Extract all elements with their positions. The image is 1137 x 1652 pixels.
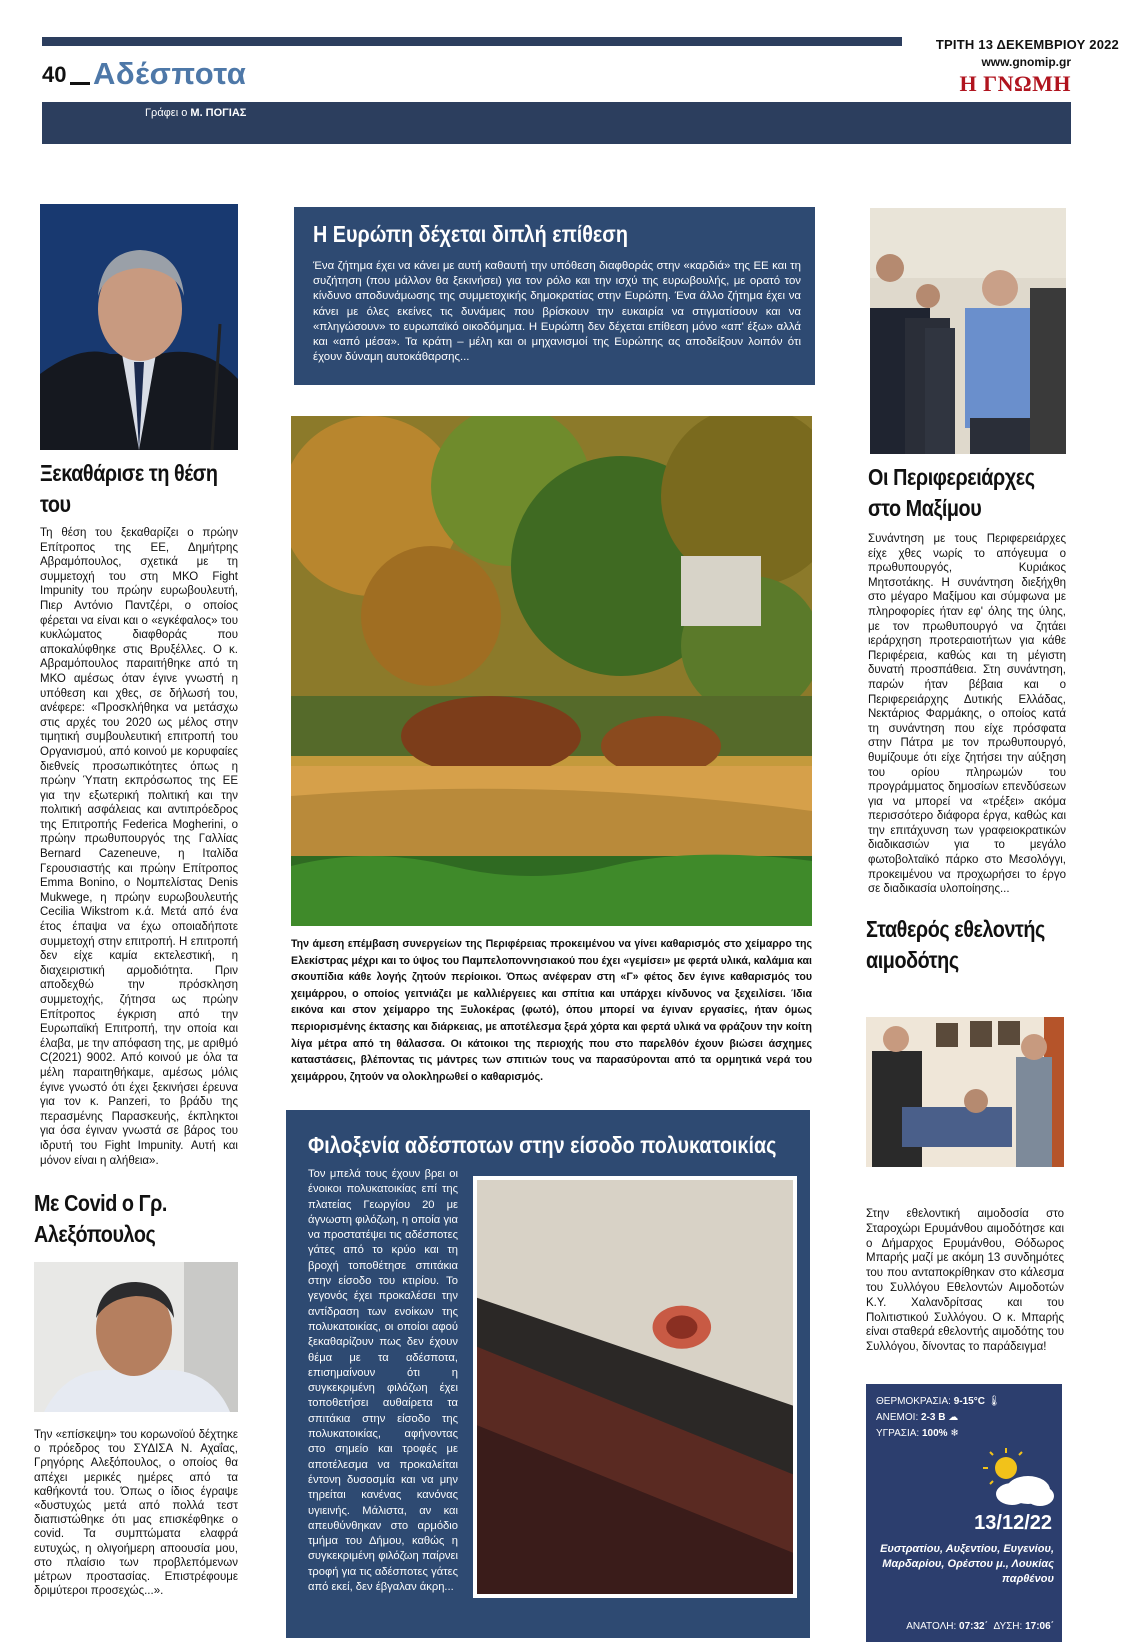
sunrise-label: ΑΝΑΤΟΛΗ:: [906, 1621, 957, 1632]
page-number: 40: [42, 62, 67, 87]
temperature-value: 9-15°C: [953, 1396, 985, 1407]
sunset-label: ΔΥΣΗ:: [993, 1621, 1023, 1632]
stray-cats-box-body: Τον μπελά τους έχουν βρει οι ένοικοι πολυκατοικίας επί της πλατείας Γεωργίου 20 με άγνωστη φιλόζωη, η οποία για να προστατέψει τις αδέσποτες γάτες από το κρύο και τη βροχή τοποθέτησε σπιτάκια στην είσοδο του κτιρίου. Το γεγονός έχει προκαλέσει την αντίδραση των ενοίκων της πολυκατοικίας, οι οποίοι αφού ξεκαθαρίζουν πως δεν έχουν θέμα με τα αδέσποτα, επισημαίνουν ότι η συγκεκριμένη φιλόζωη έχει τοποθετήσει αυθαίρετα τα σπιτάκια στην είσοδο της πολυκατοικίας, αφήνοντας στο σημείο και τροφές με αποτέλεσμα να προκαλείται έντονη δυσοσμία και να μην τηρείται κανένας κανόνας υγιεινής. Μάλιστα, αν και απευθύνθηκαν στο αρμόδιο τμήμα του Δήμου, καθώς η συγκεκριμένη φιλόζωη παίρνει τροφή για τις αδέσποτες γάτες από εκεί, δεν έβγαλαν άκρη...: [308, 1168, 458, 1594]
sunrise-value: 07:32΄: [959, 1621, 988, 1632]
wind-label: ΑΝΕΜΟΙ:: [876, 1412, 919, 1423]
torrent-photo: [291, 416, 812, 926]
page-number-dash: [70, 82, 90, 85]
weather-date: 13/12/22: [974, 1512, 1052, 1534]
byline: [145, 107, 246, 119]
left-story-headline: Ξεκαθάρισε τη θέση του: [40, 460, 218, 517]
droplet-icon: ❄: [950, 1428, 959, 1439]
torrent-photo-caption: Την άμεση επέμβαση συνεργείων της Περιφέρειας προκειμένου να γίνει καθαρισμός στο χείμαρρο της Ελεκίστρας μέχρι και το ύψος του Παμπελοποννησιακού που έχει «γεμίσει» με φερτά υλικά, καλάμια και σκουπίδια κάθε λογής ζητούν περίοικοι. Όπως ανέφεραν στη «Γ» φέτος δεν έγινε καθαρισμός του χειμάρρου, ο οποίος γειτνιάζει με καλλιέργειες και σπίτια και υπάρχει κίνδυνος να ξεχειλίσει. Ίδια εικόνα και στον χείμαρρο της Ξυλοκέρας (φωτό), όπου μπορεί να έγιναν εργασίες, ήταν όμως περιορισμένης έκτασης και διάρκειας, με αποτέλεσμα ξερά χόρτα και φερτά υλικά να φράζουν την κοίτη λίγα μέτρα από τη θάλασσα. Οι κάτοικοι της περιοχής που στο παρελθόν έχουν βιώσει άσχημες καταστάσεις, βλέποντας τις μάντρες των σπιτιών τους να παρασύρονται από τα ορμητικά νερά του χειμάρρου, ζητούν να ολοκληρωθεί ο καθαρισμός.: [291, 938, 812, 1083]
meeting-photo: [870, 208, 1066, 454]
weather-humidity: [876, 1428, 959, 1439]
donor-story-headline: Σταθερός εθελοντής αιμοδότης: [866, 916, 1045, 973]
partly-cloudy-icon: [978, 1446, 1056, 1510]
donor-story-body: Στην εθελοντική αιμοδοσία στο Σταροχώρι Ερυμάνθου αιμοδότησε και ο Δήμαρχος Ερυμάνθου, Θόδωρος Μπαρής μαζί με ακόμη 13 συνδημότες του που ανταποκρίθηκαν στο κάλεσμα του Συλλόγου Εθελοντών Αιμοδοτών Κ.Υ. Χαλανδρίτσας και του Πολιτιστικού Συλλόγου. Ο κ. Μπαρής είναι σταθερά εθελοντής αιμοδότης του Συλλόγου, δίνοντας το παράδειγμα!: [866, 1208, 1064, 1354]
humidity-value: 100%: [921, 1428, 948, 1439]
sunrise-sunset: [876, 1621, 1054, 1632]
europe-box: [294, 207, 815, 385]
sunset-value: 17:06΄: [1025, 1621, 1054, 1632]
header-rule: [42, 37, 902, 46]
stray-cats-box-title: Φιλοξενία αδέσποτων στην είσοδο πολυκατοικίας: [308, 1132, 777, 1158]
regions-story-body: Συνάντηση με τους Περιφερειάρχες είχε χθες νωρίς το απόγευμα ο πρωθυπουργός, Κυριάκος Μητσοτάκης. Η συνάντηση διεξήχθη στο μέγαρο Μαξίμου και σύμφωνα με πληροφορίες ήταν εφ' όλης της ύλης, με τον πρωθυπουργό να ζητάει ιεράρχηση προτεραιοτήτων για κάθε Περιφέρεια, καθώς και τη μέγιστη δυνατή προσπάθεια. Στη συνάντηση, παρών ήταν βέβαια και ο Περιφερειάρχης Δυτικής Ελλάδας, Νεκτάριος Φαρμάκης, ο οποίος κατά τη συνάντηση που είχε πρόσφατα στην Πάτρα με τον πρωθυπουργό, θυμίζουμε ότι είχε ζητήσει την αύξηση του ορίου πληρωμών του προγράμματος δημοσίων επενδύσεων για να μπορεί να «τρέξει» ακόμα περισσότερο διάφορα έργα, καθώς και την επιτάχυνση των γραφειοκρατικών διαδικασιών για το μεγάλο φωτοβολταϊκό πάρκο στο Μεσολόγγι, προκειμένου να προχωρήσει το έργο σε διαδικασία υλοποίησης...: [868, 533, 1066, 896]
website-link[interactable]: www.gnomip.gr: [981, 55, 1071, 69]
section-title: Αδέσποτα: [93, 56, 247, 91]
blood-donation-photo: [866, 1017, 1064, 1167]
cat-houses-photo: [473, 1176, 797, 1598]
issue-date: ΤΡΙΤΗ 13 ΔΕΚΕΜΒΡΙΟΥ 2022: [935, 37, 1119, 52]
stray-cats-box: [286, 1110, 810, 1638]
weather-temperature: [876, 1396, 1000, 1407]
portrait-alexopoulos-photo: [34, 1262, 238, 1412]
covid-story-headline: Με Covid ο Γρ. Αλεξόπουλος: [34, 1190, 167, 1247]
europe-box-title: Η Ευρώπη δέχεται διπλή επίθεση: [313, 221, 628, 247]
temperature-label: ΘΕΡΜΟΚΡΑΣΙΑ:: [876, 1396, 951, 1407]
humidity-label: ΥΓΡΑΣΙΑ:: [876, 1428, 920, 1439]
byline-prefix: Γράφει ο: [145, 107, 188, 119]
weather-box: [866, 1384, 1062, 1642]
newspaper-logo: Η ΓΝΩΜΗ: [959, 71, 1071, 96]
weather-wind: [876, 1412, 958, 1423]
byline-author: Μ. ΠΟΓΙΑΣ: [190, 107, 247, 119]
europe-box-body: Ένα ζήτημα έχει να κάνει με αυτή καθαυτή την υπόθεση διαφθοράς στην «καρδιά» της ΕΕ και τη συζήτηση (που μάλλον θα ξεκινήσει) για τον ρόλο και την ισχύ της ευρωβουλής, με ορατό τον κίνδυνο αποδυνάμωσης της συμμετοχικής δημοκρατίας στην Ευρώπη. Ένα άλλο ζήτημα έχει να κάνει με όλες εκείνες τις δυνάμεις που βρίσκουν την ευκαιρία να στιγματίσουν και να «πληγώσουν» το ευρωπαϊκό οικοδόμημα. Η Ευρώπη δεν δέχεται επίθεση μόνο «απ' έξω» αλλά και «από μέσα». Τα κράτη – μέλη και οι μηχανισμοί της Ευρώπης ας αποδείξουν λοιπόν ότι έχουν δύναμη αυτοκάθαρσης...: [313, 260, 801, 364]
covid-story-body: Την «επίσκεψη» του κορωνοϊού δέχτηκε ο πρόεδρος του ΣΥΔΙΣΑ Ν. Αχαΐας, Γρηγόρης Αλεξόπουλος, ο οποίος θα απέχει μερικές ημέρες από τα καθήκοντά του. Όπως ο ίδιος έγραψε «δυστυχώς μετά από πολλά τεστ διαπιστώθηκε ότι μας επισκέφθηκε ο covid. Τα συμπτώματα ελαφρά ευτυχώς, η ολιγοήμερη αποουσία μου, στο πλαίσιο των προβλεπόμενων μέτρων προστασίας. Επιστρέφουμε δριμύτεροι προσεχώς...».: [34, 1429, 238, 1598]
thermometer-icon: 🌡: [987, 1396, 1001, 1407]
wind-value: 2-3 Β: [921, 1412, 946, 1423]
cloud-icon: ☁: [948, 1412, 959, 1423]
namedays: Ευστρατίου, Αυξεντίου, Ευγενίου, Μαρδαρίου, Ορέστου μ., Λουκίας παρθένου: [880, 1543, 1054, 1585]
portrait-avramopoulos-photo: [40, 204, 238, 450]
regions-story-headline: Οι Περιφερειάρχες στο Μαξίμου: [868, 464, 1035, 521]
left-story-body: Τη θέση του ξεκαθαρίζει ο πρώην Επίτροπος της ΕΕ, Δημήτρης Αβραμόπουλος, σχετικά με τη συμμετοχή του στη ΜΚΟ Fight Impunity του πρώην ευρωβουλευτή, Πιερ Αντόνιο Παντζέρι, ο οποίος φέρεται να είναι και ο «εγκέφαλος» του κυκλώματος διαφθοράς που αποκαλύφθηκε στις Βρυξέλλες. Ο κ. Αβραμόπουλος παραιτήθηκε από τη ΜΚΟ αμέσως όταν έγινε γνωστή η υπόθεση και χθες, σε δήλωσή του, ανέφερε: «Προσκλήθηκα να μετάσχω στις αρχές του 2020 ως μέλος στην τιμητική συμβουλευτική επιτροπή του Οργανισμού, από κοινού με κορυφαίες διεθνείς προσωπικότητες όπως η πρώην Ύπατη εκπρόσωπος της ΕΕ για την εξωτερική πολιτική και την πολιτική ασφάλειας και αντιπρόεδρος της Επιτροπής Federica Mogherini, ο πρώην πρωθυπουργός της Γαλλίας Bernard Cazeneuve, η Ιταλίδα Γερουσιαστής και πρώην Επίτροπος Emma Bonino, ο Νομπελίστας Denis Mukwege, η πρώην ευρωβουλευτής Cecilia Wikstrom κ.ά. Μετά από ένα έτος έπαψα να έχω οποιαδήποτε συμμετοχή στην επιτροπή. Η επιτροπή δεν είχε καμία εκτελεστική, η διαχειριστική αρμοδιότητα. Πριν αποδεχθώ την πρόσκληση συμμετοχής, ζήτησα ως πρώην Επίτροπος έγκριση από την Ευρωπαϊκή Επιτροπή, την οποία και έλαβα, με την απόφαση της, με αριθμό C(2021) 9002. Από κοινού με όλα τα μέλη παραιτηθήκαμε, αμέσως μόλις έγινε γνωστό ότι έχει ξεκινήσει έρευνα για τον κ. Panzeri, το βράδυ της περασμένης Παρασκευής, έκπληκτοι για όσα έγιναν γνωστά σε βάρος του ιδρυτή του Fight Impunity. Αυτή και μόνον είναι η αλήθεια».: [40, 527, 238, 1167]
